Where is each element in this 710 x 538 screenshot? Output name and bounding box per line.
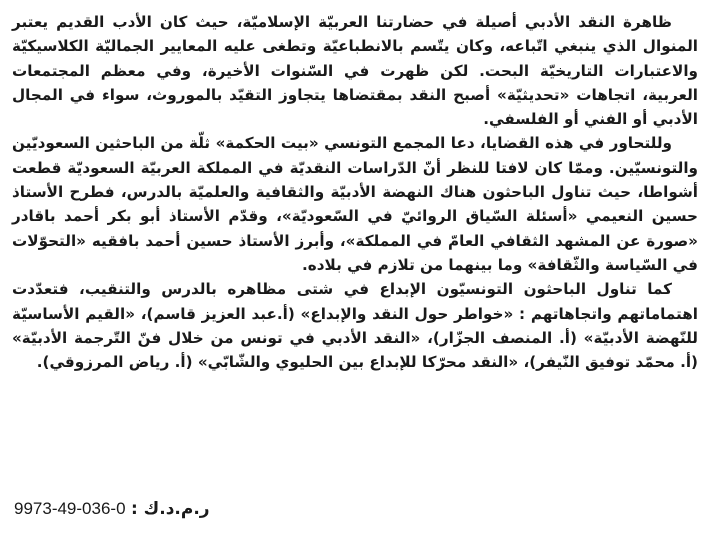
- paragraph-saudi-studies: وللتحاور في هذه القضايا، دعا المجمع التونسي «بيت الحكمة» ثلّة من الباحثين السعوديّين والتونسيّين. وممّا كان لافتا للنظر أنّ الدّراسات النقديّة في المملكة العربيّة السعوديّة قطعت أشواطا، حيث تناول الباحثون هناك النهضة الأدبيّة والثقافية والعلميّة بالدرس، فطرح الأستاذ حسين النعيمي «أسئلة السّياق الروائيّ في السّعوديّة»، وقدّم الأستاذ أبو بكر أحمد باقادر «صورة عن المشهد الثقافي العامّ في المملكة»، وأبرز الأستاذ حسين أحمد بافقيه «التحوّلات في السّياسة والثّقافة» وما بينهما من تلازم في بلاده.: [12, 134, 698, 274]
- isbn-label: ر.م.د.ك :: [130, 499, 210, 519]
- isbn-number: 9973-49-036-0: [14, 499, 126, 518]
- paragraph-intro: ظاهرة النقد الأدبي أصيلة في حضارتنا العربيّة الإسلاميّة، حيث كان الأدب القديم يعتبر المنوال الذي ينبغي اتّباعه، وكان يتّسم بالانطباعيّة وتطغى عليه المعايير الجماليّة الكلاسيكيّة والاعتبارات التاريخيّة البحت. لكن ظهرت في السّنوات الأخيرة، وفي معظم المجتمعات العربية، اتجاهات «تحديثيّة» أصبح النقد بمقتضاها يتجاوز التقيّد بالموروث، سواء في المجال الأدبي أو الفني أو الفلسفي.: [12, 13, 698, 129]
- paragraph-tunisian-studies: كما تناول الباحثون التونسيّون الإبداع في شتى مظاهره بالدرس والتنقيب، فتعدّدت اهتماماتهم واتجاهاتهم : «خواطر حول النقد والإبداع» (أ.عبد العزيز قاسم)، «القيم الأساسيّة للنّهضة الأدبيّة» (أ. المنصف الجزّار)، «النقد الأدبي في تونس من خلال فنّ التّرجمة الأدبيّة» (أ. محمّد توفيق النّيفر)، «النقد محرّكا للإبداع بين الحليوي والشّابّي» (أ. رياض المرزوقي).: [12, 280, 698, 372]
- isbn-line: [14, 498, 210, 520]
